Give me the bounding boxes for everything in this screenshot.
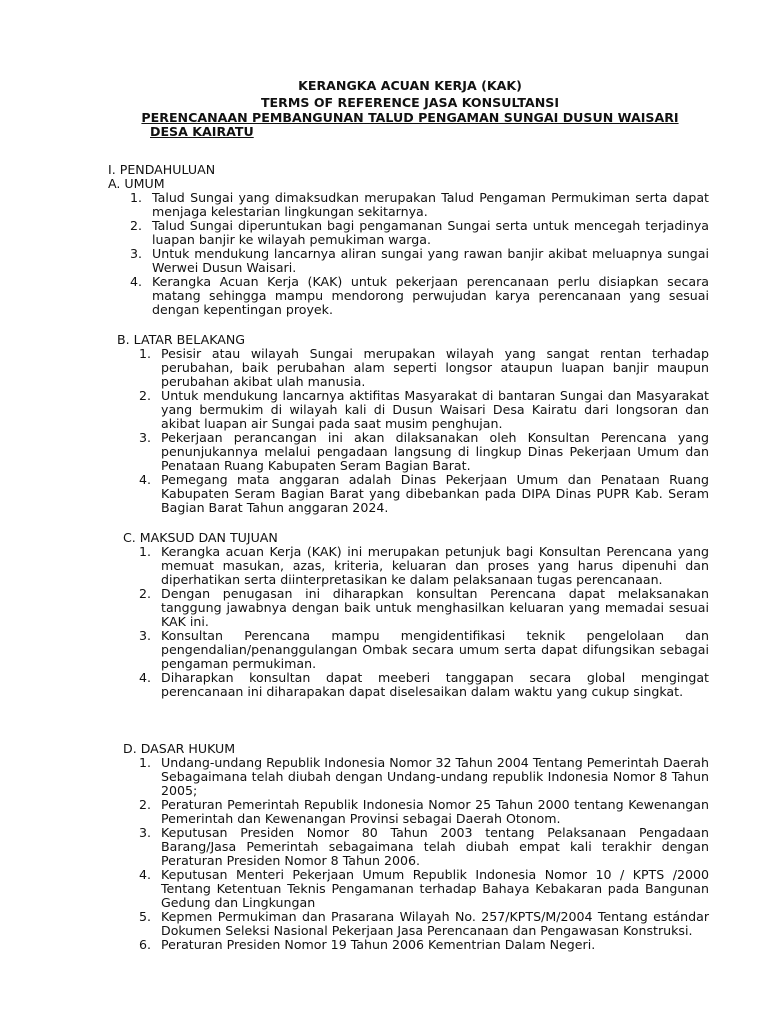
list-item bbox=[130, 246, 709, 275]
list-latar-belakang bbox=[139, 346, 709, 515]
list-item-text: Kerangka acuan Kerja (KAK) ini merupakan petunjuk bagi Konsultan Perencana yang memuat masukan, azas, kriteria, keluaran dan proses yang harus dipenuhi dan diperhatikan serta diinterpretasikan ke dalam pelaksanaan tugas perencanaan. bbox=[161, 544, 709, 587]
list-item-text: Dengan penugasan ini diharapkan konsultan Perencana dapat melaksanakan tanggung jawabnya dengan baik untuk menghasilkan keluaran yang memadai sesuai KAK ini. bbox=[161, 586, 709, 629]
list-item-number: 2. bbox=[139, 586, 152, 601]
list-item-number: 1. bbox=[130, 190, 143, 205]
list-item-number: 3. bbox=[139, 825, 152, 840]
list-item-number: 6. bbox=[139, 937, 152, 952]
list-item-number: 1. bbox=[139, 755, 152, 770]
list-item-number: 4. bbox=[139, 472, 152, 487]
list-item bbox=[139, 797, 709, 826]
list-item-text: Konsultan Perencana mampu mengidentifikasi teknik pengelolaan dan pengendalian/penanggulangan Ombak secara umum serta dapat difungsikan sebagai pengaman permukiman. bbox=[161, 628, 709, 671]
list-item-number: 2. bbox=[139, 388, 152, 403]
list-item-number: 4. bbox=[139, 670, 152, 685]
list-item bbox=[130, 274, 709, 317]
list-item-number: 5. bbox=[139, 909, 152, 924]
list-item-number: 2. bbox=[130, 218, 143, 233]
doc-subtitle: TERMS OF REFERENCE JASA KONSULTANSI bbox=[260, 95, 560, 110]
list-item bbox=[139, 388, 709, 431]
list-item-text: Untuk mendukung lancarnya aliran sungai yang rawan banjir akibat meluapnya sungai Werwei Dusun Waisari. bbox=[152, 246, 709, 275]
list-item-text: Pekerjaan perancangan ini akan dilaksanakan oleh Konsultan Perencana yang penunjukannya melalui pengadaan langsung di lingkup Dinas Pekerjaan Umum dan Penataan Ruang Kabupaten Seram Bagian Barat. bbox=[161, 430, 709, 473]
list-item-number: 1. bbox=[139, 544, 152, 559]
list-item-text: Pesisir atau wilayah Sungai merupakan wilayah yang sangat rentan terhadap perubahan, baik perubahan alam seperti longsor ataupun luapan banjir maupun perubahan akibat ulah manusia. bbox=[161, 346, 709, 389]
list-item-number: 1. bbox=[139, 346, 152, 361]
list-item bbox=[139, 628, 709, 671]
list-item-number: 4. bbox=[130, 274, 143, 289]
list-item-text: Talud Sungai diperuntukan bagi pengamanan Sungai serta untuk mencegah terjadinya luapan banjir ke wilayah pemukiman warga. bbox=[152, 218, 709, 247]
list-item-text: Diharapkan konsultan dapat meeberi tanggapan secara global mengingat perencanaan ini diharapakan dapat diselesaikan dalam waktu yang cukup singkat. bbox=[161, 670, 709, 699]
list-item bbox=[139, 544, 709, 587]
list-dasar-hukum bbox=[139, 755, 709, 952]
list-item-text: Peraturan Presiden Nomor 19 Tahun 2006 Kementrian Dalam Negeri. bbox=[161, 937, 596, 952]
list-item-text: Talud Sungai yang dimaksudkan merupakan Talud Pengaman Permukiman serta dapat menjaga kelestarian lingkungan sekitarnya. bbox=[152, 190, 709, 219]
doc-title: KERANGKA ACUAN KERJA (KAK) bbox=[298, 78, 522, 93]
list-item-number: 3. bbox=[130, 246, 143, 261]
doc-project-location: DESA KAIRATU bbox=[150, 124, 254, 139]
section-heading-dasar-hukum: D. DASAR HUKUM bbox=[123, 741, 236, 756]
list-item bbox=[139, 909, 709, 938]
list-item-text: Kepmen Permukiman dan Prasarana Wilayah No. 257/KPTS/M/2004 Tentang estándar Dokumen Seleksi Nasional Pekerjaan Jasa Perencanaan dan Pengawasan Konstruksi. bbox=[161, 909, 709, 938]
list-item-text: Pemegang mata anggaran adalah Dinas Pekerjaan Umum dan Penataan Ruang Kabupaten Seram Bagian Barat yang dibebankan pada DIPA Dinas PUPR Kab. Seram Bagian Barat Tahun anggaran 2024. bbox=[161, 472, 709, 515]
list-item-text: Keputusan Menteri Pekerjaan Umum Republik Indonesia Nomor 10 / KPTS /2000 Tentang Ketentuan Teknis Pengamanan terhadap Bahaya Kebakaran pada Bangunan Gedung dan Lingkungan bbox=[161, 867, 709, 910]
list-item-text: Untuk mendukung lancarnya aktifitas Masyarakat di bantaran Sungai dan Masyarakat yang bermukim di wilayah kali di Dusun Waisari Desa Kairatu dari longsoran dan akibat luapan air Sungai pada saat musim penghujan. bbox=[161, 388, 709, 431]
list-umum bbox=[130, 190, 709, 317]
list-item bbox=[130, 190, 709, 219]
section-heading-umum: A. UMUM bbox=[108, 176, 165, 191]
list-item bbox=[139, 472, 709, 515]
list-item bbox=[139, 430, 709, 473]
list-item-text: Peraturan Pemerintah Republik Indonesia Nomor 25 Tahun 2000 tentang Kewenangan Pemerintah dan Kewenangan Provinsi sebagai Daerah Otonom. bbox=[161, 797, 709, 826]
list-item bbox=[139, 346, 709, 389]
section-heading-latar-belakang: B. LATAR BELAKANG bbox=[117, 332, 246, 347]
list-maksud-tujuan bbox=[139, 544, 709, 699]
list-item-text: Keputusan Presiden Nomor 80 Tahun 2003 tentang Pelaksanaan Pengadaan Barang/Jasa Pemerintah sebagaimana telah diubah empat kali terakhir dengan Peraturan Presiden Nomor 8 Tahun 2006. bbox=[161, 825, 709, 868]
list-item bbox=[139, 670, 709, 699]
list-item-number: 2. bbox=[139, 797, 152, 812]
list-item bbox=[139, 755, 709, 798]
list-item bbox=[130, 218, 709, 247]
section-heading-pendahuluan: I. PENDAHULUAN bbox=[108, 162, 216, 177]
list-item bbox=[139, 825, 709, 868]
list-item-text: Undang-undang Republik Indonesia Nomor 32 Tahun 2004 Tentang Pemerintah Daerah Sebagaimana telah diubah dengan Undang-undang republik Indonesia Nomor 8 Tahun 2005; bbox=[161, 755, 709, 798]
list-item-number: 3. bbox=[139, 628, 152, 643]
list-item bbox=[139, 937, 709, 952]
list-item-text: Kerangka Acuan Kerja (KAK) untuk pekerjaan perencanaan perlu disiapkan secara matang sehingga mampu mendorong perwujudan karya perencanaan yang sesuai dengan kepentingan proyek. bbox=[152, 274, 709, 317]
list-item-number: 4. bbox=[139, 867, 152, 882]
list-item-number: 3. bbox=[139, 430, 152, 445]
list-item bbox=[139, 586, 709, 629]
list-item bbox=[139, 867, 709, 910]
doc-project-title: PERENCANAAN PEMBANGUNAN TALUD PENGAMAN SUNGAI DUSUN WAISARI bbox=[141, 110, 679, 125]
section-heading-maksud-tujuan: C. MAKSUD DAN TUJUAN bbox=[123, 530, 278, 545]
